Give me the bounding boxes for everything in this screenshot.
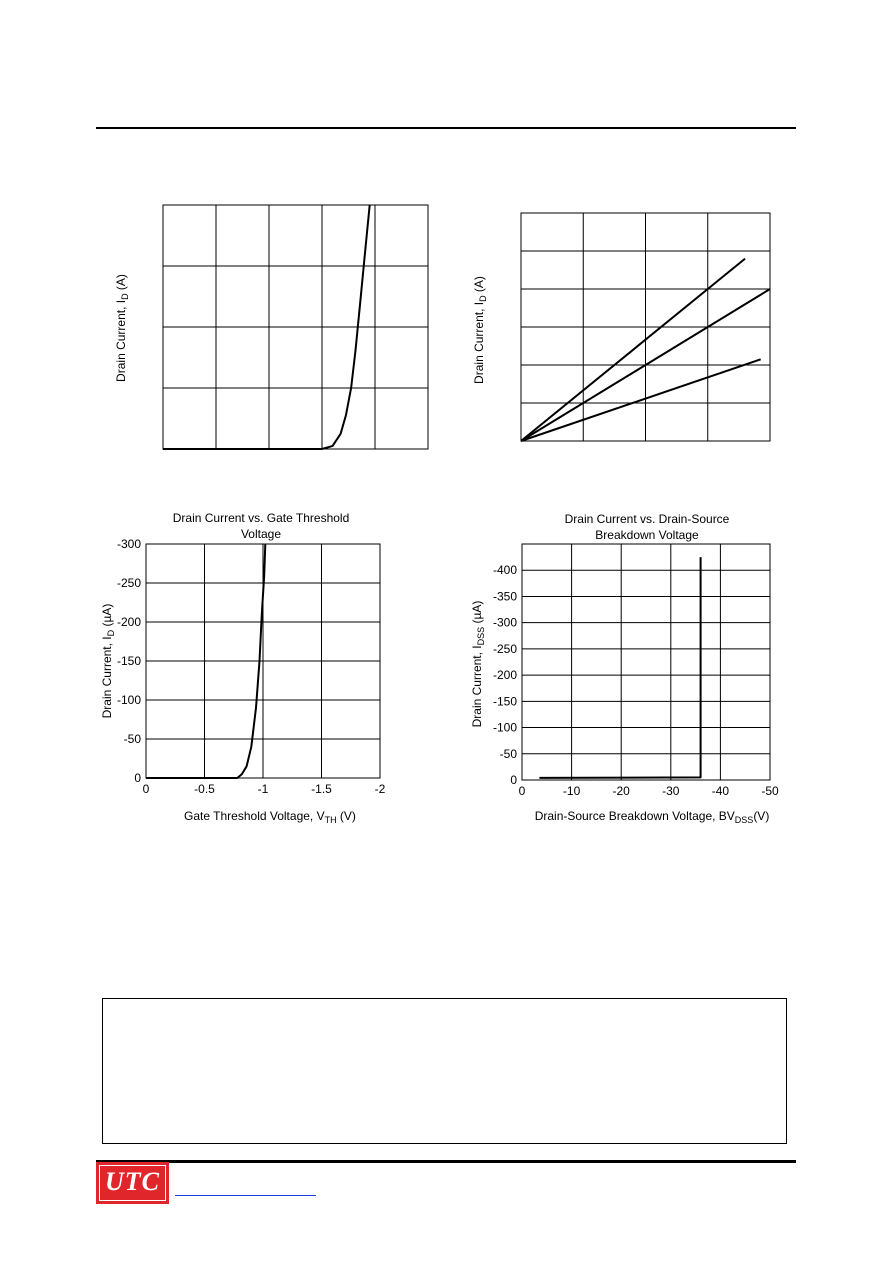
chart-title-line-2: Breakdown Voltage (595, 528, 699, 542)
utc-logo (96, 1162, 169, 1204)
notice-box (102, 998, 787, 1144)
x-tick-label: -0.5 (194, 782, 215, 796)
y-axis-label: Drain Current, $I_D$ (µA) (100, 603, 116, 719)
y-tick-label: -200 (492, 668, 517, 683)
y-tick-label: -400 (492, 563, 517, 578)
y-axis-label: Drain Current, $I_D$ (A) (114, 274, 130, 382)
x-tick-label: -1.5 (311, 782, 332, 796)
chart-title-line-2: Voltage (240, 527, 282, 541)
x-tick-label: -20 (612, 784, 630, 798)
y-tick-label: -150 (116, 654, 141, 668)
x-axis-label: Gate Threshold Voltage, $V_{TH}$ (V) (184, 809, 356, 825)
plot-frame (522, 544, 770, 780)
y-tick-label: -50 (499, 746, 517, 761)
y-tick-label: 0 (134, 771, 141, 785)
y-tick-label: -200 (116, 615, 141, 629)
y-tick-label: -300 (492, 615, 517, 630)
y-tick-label: -50 (123, 732, 141, 746)
x-tick-label: -30 (662, 784, 680, 798)
x-axis-label: Drain-Source Breakdown Voltage, $BV_{DSS}(V)$ (534, 809, 770, 825)
y-tick-label: -250 (492, 641, 517, 656)
y-tick-label: -350 (492, 589, 517, 604)
x-tick-label: -50 (761, 784, 779, 798)
plot-area (493, 544, 779, 798)
y-tick-label: -150 (492, 694, 517, 709)
website-link[interactable] (175, 1195, 316, 1196)
chart-title-line-1: Drain Current vs. Drain-Source (564, 512, 730, 526)
x-tick-label: -1 (257, 782, 269, 796)
y-tick-label: 0 (510, 773, 517, 787)
x-tick-label: 0 (518, 784, 526, 798)
x-tick-label: -2 (374, 782, 386, 796)
y-tick-label: -100 (492, 720, 517, 735)
series-line-1 (539, 557, 700, 778)
y-axis-label: Drain Current, $I_D$ (A) (472, 276, 488, 384)
x-tick-label: -10 (562, 784, 581, 798)
logo-text: UTC (105, 1167, 160, 1196)
y-tick-label: -250 (116, 576, 141, 590)
x-tick-label: 0 (142, 782, 150, 796)
chart-title-line-1: Drain Current vs. Gate Threshold (172, 511, 350, 525)
footer-rule (96, 1160, 796, 1163)
x-tick-label: -40 (711, 784, 730, 798)
y-tick-label: -300 (116, 537, 141, 551)
y-tick-label: -100 (116, 693, 141, 707)
y-axis-label: Drain Current, $I_{DSS}$ (µA) (470, 600, 486, 728)
